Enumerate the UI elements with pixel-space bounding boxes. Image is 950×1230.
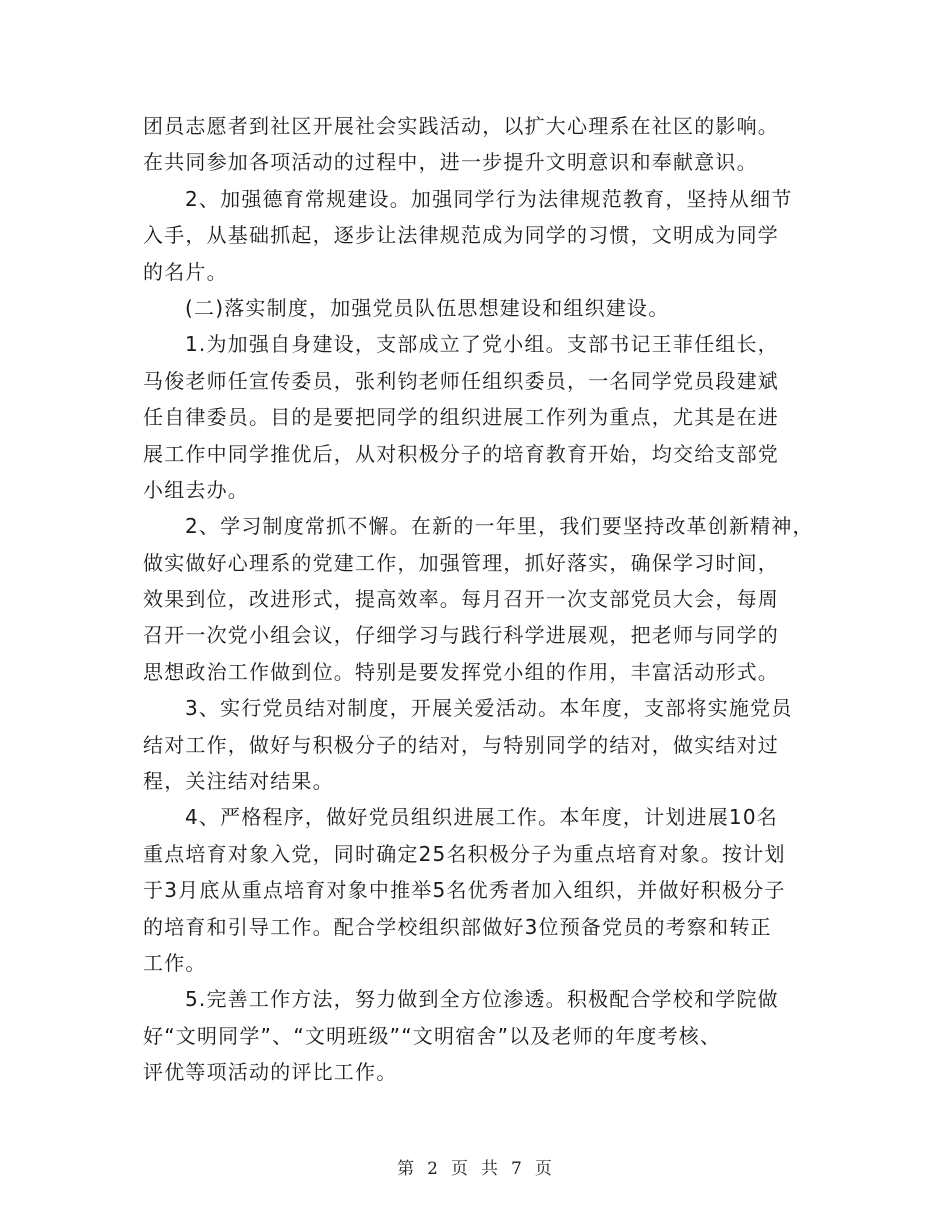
text-line: 4、严格程序，做好党员组织进展工作。本年度，计划进展10名 xyxy=(185,805,778,830)
text-line: 任自律委员。目的是要把同学的组织进展工作列为重点，尤其是在进 xyxy=(143,405,779,430)
text-line: 2、加强德育常规建设。加强同学行为法律规范教育，坚持从细节 xyxy=(185,186,793,211)
text-line: (二)落实制度，加强党员队伍思想建设和组织建设。 xyxy=(185,295,670,320)
text-line: 做实做好心理系的党建工作，加强管理，抓好落实，确保学习时间， xyxy=(143,550,779,575)
text-line: 5.完善工作方法，努力做到全方位渗透。积极配合学校和学院做 xyxy=(185,987,779,1012)
text-line: 1.为加强自身建设，支部成立了党小组。支部书记王菲任组长， xyxy=(185,332,779,357)
text-line: 召开一次党小组会议，仔细学习与践行科学进展观，把老师与同学的 xyxy=(143,623,779,648)
text-line: 工作。 xyxy=(143,950,207,975)
page-footer xyxy=(0,1154,950,1179)
footer-current-page: 2 xyxy=(427,1159,439,1179)
text-line: 马俊老师任宣传委员，张利钧老师任组织委员，一名同学党员段建斌 xyxy=(143,368,779,393)
text-line: 展工作中同学推优后，从对积极分子的培育教育开始，均交给支部党 xyxy=(143,441,779,466)
text-line: 评优等项活动的评比工作。 xyxy=(143,1060,398,1085)
footer-label-ye: 页 xyxy=(451,1159,469,1179)
text-line: 的名片。 xyxy=(143,259,228,284)
text-line: 好“文明同学”、“文明班级”“文明宿舍”以及老师的年度考核、 xyxy=(143,1023,722,1048)
text-line: 3、实行党员结对制度，开展关爱活动。本年度，支部将实施党员 xyxy=(185,696,793,721)
document-body xyxy=(143,108,823,1091)
text-line: 小组去办。 xyxy=(143,477,249,502)
text-line: 2、学习制度常抓不懈。在新的一年里，我们要坚持改革创新精神， xyxy=(185,514,814,539)
text-line: 团员志愿者到社区开展社会实践活动，以扩大心理系在社区的影响。 xyxy=(143,114,779,138)
text-line: 的培育和引导工作。配合学校组织部做好3位预备党员的考察和转正 xyxy=(143,914,772,939)
text-line: 在共同参加各项活动的过程中，进一步提升文明意识和奉献意识。 xyxy=(143,150,758,175)
text-line: 效果到位，改进形式，提高效率。每月召开一次支部党员大会，每周 xyxy=(143,587,779,612)
footer-total-pages: 7 xyxy=(511,1159,523,1179)
text-line: 于3月底从重点培育对象中推举5名优秀者加入组织，并做好积极分子 xyxy=(143,878,786,903)
footer-label-ye2: 页 xyxy=(534,1159,553,1179)
footer-label-gong: 共 xyxy=(481,1159,499,1179)
text-line: 思想政治工作做到位。特别是要发挥党小组的作用，丰富活动形式。 xyxy=(143,659,779,684)
text-line: 结对工作，做好与积极分子的结对，与特别同学的结对，做实结对过 xyxy=(143,732,779,757)
text-line: 程，关注结对结果。 xyxy=(143,769,334,794)
footer-label-di: 第 xyxy=(397,1159,416,1179)
text-line: 重点培育对象入党，同时确定25名积极分子为重点培育对象。按计划 xyxy=(143,841,786,866)
text-line: 入手，从基础抓起，逐步让法律规范成为同学的习惯，文明成为同学 xyxy=(143,223,779,248)
